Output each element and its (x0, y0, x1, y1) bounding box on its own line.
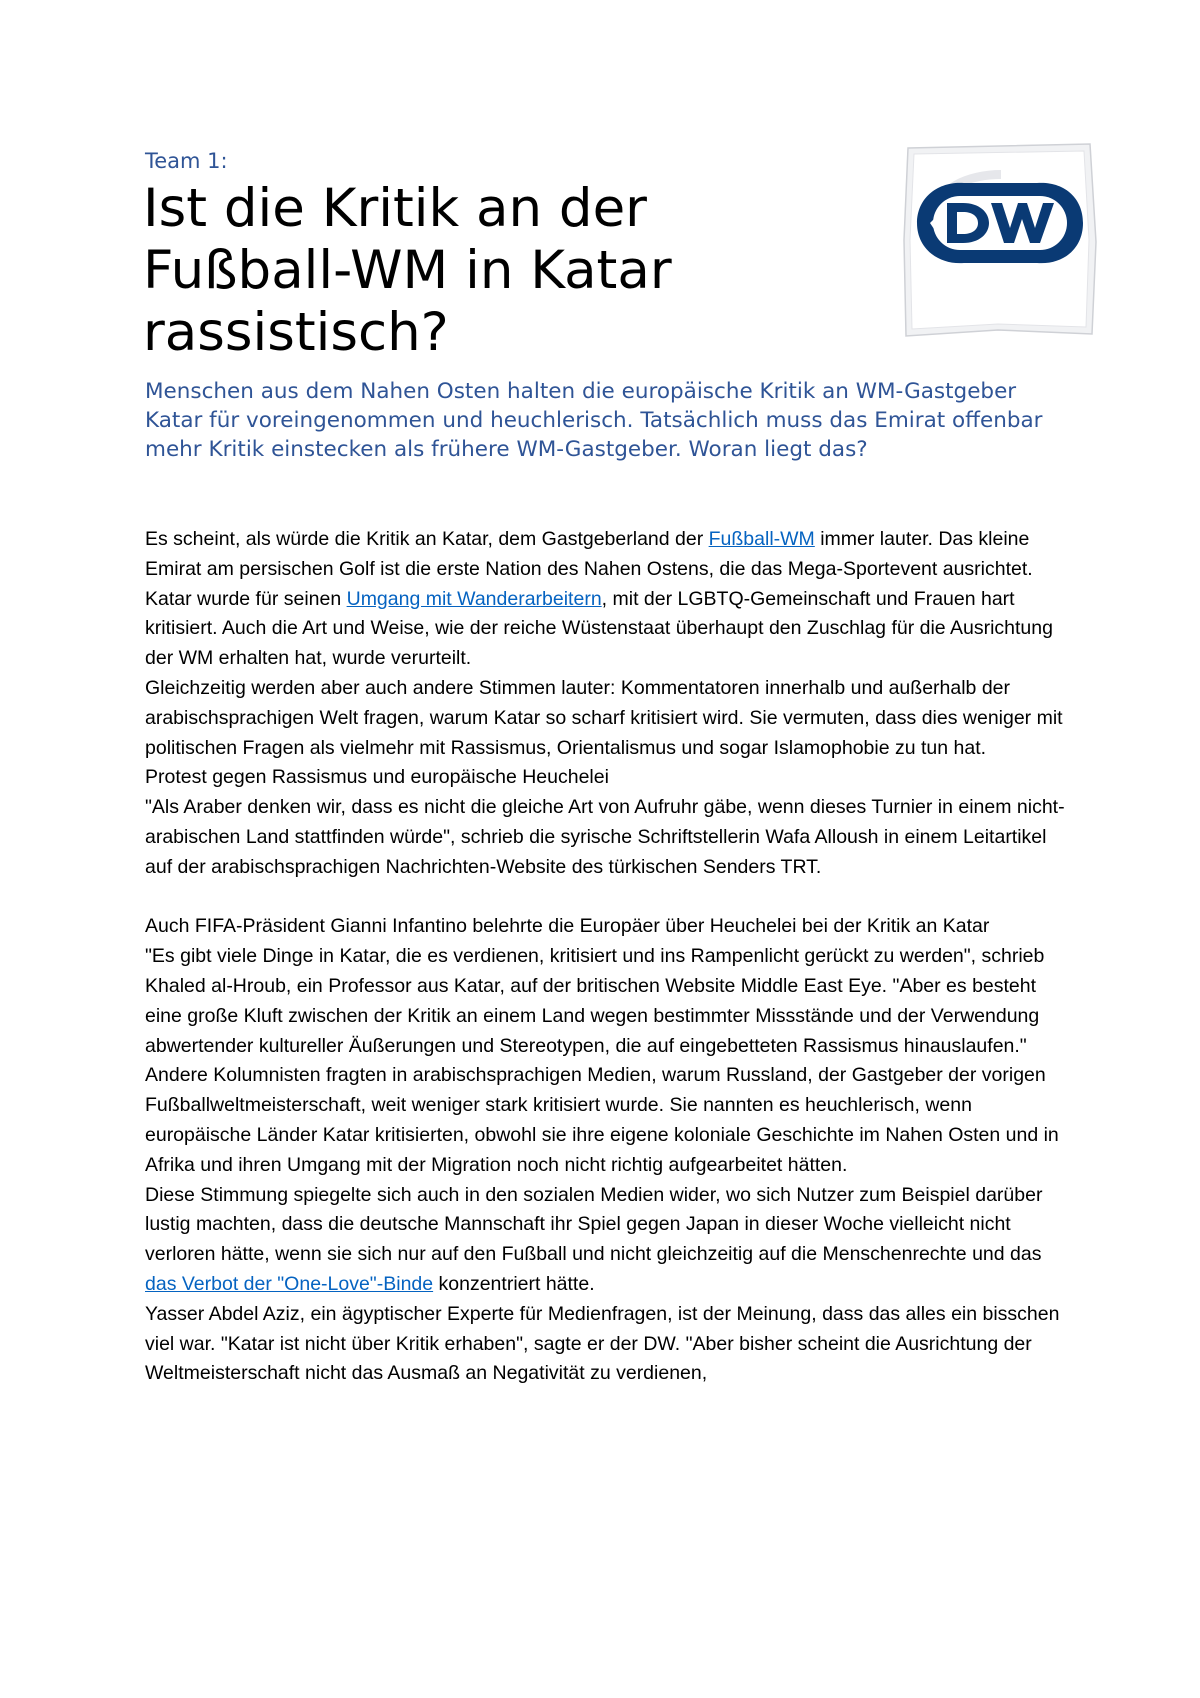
article-subtitle: Menschen aus dem Nahen Osten halten die europäische Kritik an WM-Gastgeber Katar für voreingenommen und heuchlerisch. Tatsächlich muss das Emirat offenbar mehr Kritik einstecken als frühere WM-Gastgeber. Woran liegt das? (145, 379, 1043, 462)
dw-logo (900, 140, 1100, 340)
paragraph-quote-alloush: "Als Araber denken wir, dass es nicht die gleiche Art von Aufruhr gäbe, wenn dieses Turnier in einem nicht-arabischen Land stattfinden würde", schrieb die syrische Schriftstellerin Wafa Alloush in einem Leitartikel auf der arabischsprachigen Nachrichten-Website des türkischen Senders TRT. (145, 796, 1065, 878)
paragraph-social-media: Diese Stimmung spiegelte sich auch in den sozialen Medien wider, wo sich Nutzer zum Beispiel darüber lustig machten, dass die deutsche Mannschaft ihr Spiel gegen Japan in dieser Woche vielleicht nicht verloren hätte, wenn sie sich nur auf den Fußball und nicht gleichzeitig auf die Menschenrechte und das das Verbot der "One-Love"-Binde konzentriert hätte. (145, 1183, 1043, 1295)
section-heading-infantino: Auch FIFA-Präsident Gianni Infantino belehrte die Europäer über Heuchelei bei der Kritik an Katar (145, 915, 990, 938)
paragraph-russia: Andere Kolumnisten fragten in arabischsprachigen Medien, warum Russland, der Gastgeber der vorigen Fußballweltmeisterschaft, weit weniger stark kritisiert wurde. Sie nannten es heuchlerisch, wenn europäische Länder Katar kritisierten, obwohl sie ihre eigene koloniale Geschichte im Nahen Osten und in Afrika und ihren Umgang mit der Migration noch nicht richtig aufgearbeitet hätten. (145, 1064, 1059, 1176)
link-wanderarbeiter[interactable]: Umgang mit Wanderarbeitern (346, 587, 602, 610)
paragraph-voices: Gleichzeitig werden aber auch andere Stimmen lauter: Kommentatoren innerhalb und außerhalb der arabischsprachigen Welt fragen, warum Katar so scharf kritisiert wird. Sie vermuten, dass dies weniger mit politischen Fragen als vielmehr mit Rassismus, Orientalismus und sogar Islamophobie zu tun hat. (145, 676, 1063, 759)
dw-logo-image (900, 140, 1100, 340)
article-body (145, 525, 1070, 1389)
team-label: Team 1: (145, 149, 228, 173)
link-fussball-wm[interactable]: Fußball-WM (708, 528, 815, 550)
paragraph-intro: Es scheint, als würde die Kritik an Katar, dem Gastgeberland der Fußball-WM immer lauter. Das kleine Emirat am persischen Golf ist die erste Nation des Nahen Ostens, die das Mega-Sportevent ausrichtet. Katar wurde für seinen Umgang mit Wanderarbeitern, mit der LGBTQ-Gemeinschaft und Frauen hart kritisiert. Auch die Art und Weise, wie der reiche Wüstenstaat überhaupt den Zuschlag für die Ausrichtung der WM erhalten hat, wurde verurteilt. (145, 528, 1053, 670)
paragraph-quote-hroub: "Es gibt viele Dinge in Katar, die es verdienen, kritisiert und ins Rampenlicht gerückt zu werden", schrieb Khaled al-Hroub, ein Professor aus Katar, auf der britischen Website Middle East Eye. "Aber es besteht eine große Kluft zwischen der Kritik an einem Land wegen bestimmter Missstände und der Verwendung abwertender kultureller Äußerungen und Stereotypen, die auf eingebetteten Rassismus hinauslaufen." (145, 945, 1045, 1057)
paragraph-abdel-aziz: Yasser Abdel Aziz, ein ägyptischer Experte für Medienfragen, ist der Meinung, dass das alles ein bisschen viel war. "Katar ist nicht über Kritik erhaben", sagte er der DW. "Aber bisher scheint die Ausrichtung der Weltmeisterschaft nicht das Ausmaß an Negativität zu verdienen, (145, 1302, 1060, 1385)
page-title: Ist die Kritik an der Fußball-WM in Katar rassistisch? (143, 178, 672, 363)
section-heading-protest: Protest gegen Rassismus und europäische Heuchelei (145, 766, 609, 789)
link-one-love-binde[interactable]: das Verbot der "One-Love"-Binde (145, 1272, 434, 1295)
